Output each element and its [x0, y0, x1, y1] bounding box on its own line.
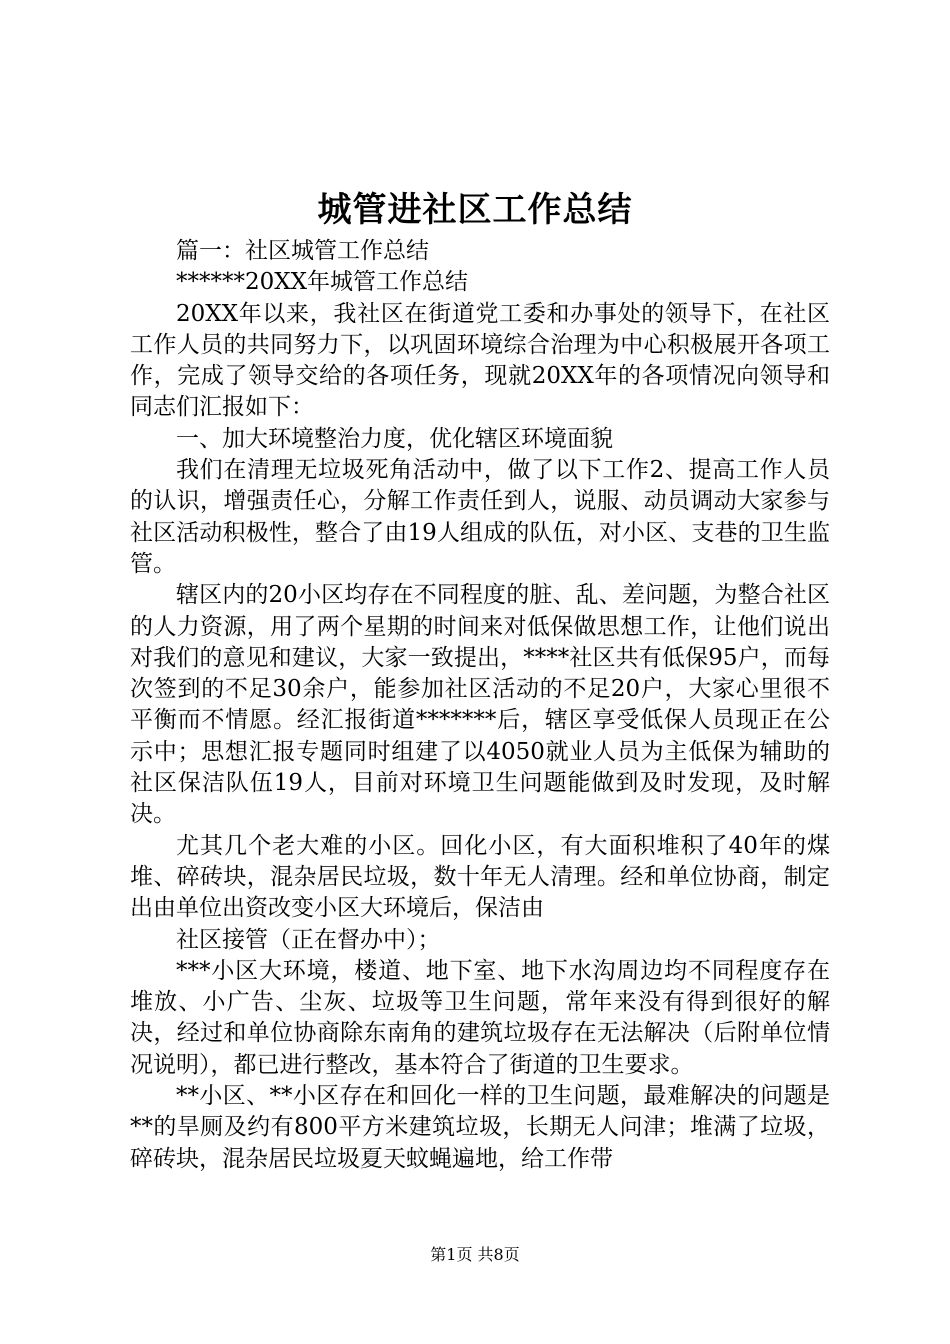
section-heading: 篇一：社区城管工作总结 — [176, 238, 429, 264]
page-number-footer: 第1页 共8页 — [430, 1245, 520, 1264]
section-heading: 一、加大环境整治力度，优化辖区环境面貌 — [176, 425, 613, 452]
body-paragraph: 我们在清理无垃圾死角活动中，做了以下工作2、提高工作人员的认识，增强责任心，分解工作责任到人，说服、动员调动大家参与社区活动积极性，整合了由19人组成的队伍，对小区、支巷的卫生监管。 — [130, 457, 830, 577]
body-paragraph: 尤其几个老大难的小区。回化小区，有大面积堆积了40年的煤堆、碎砖块，混杂居民垃圾，数十年无人清理。经和单位协商，制定出由单位出资改变小区大环境后，保洁由 — [130, 832, 830, 922]
body-paragraph: 辖区内的20小区均存在不同程度的脏、乱、差问题，为整合社区的人力资源，用了两个星期的时间来对低保做思想工作，让他们说出对我们的意见和建议，大家一致提出，****社区共有低保95户，而每次签到的不足30余户，能参加社区活动的不足20户，大家心里很不平衡而不情愿。经汇报街道*******后，辖区享受低保人员现正在公示中；思想汇报专题同时组建了以4050就业人员为主低保为辅助的社区保洁队伍19人，目前对环境卫生问题能做到及时发现，及时解决。 — [130, 582, 830, 828]
sub-heading: ******20XX年城管工作总结 — [176, 269, 469, 296]
body-paragraph: **小区、**小区存在和回化一样的卫生问题，最难解决的问题是**的旱厕及约有800平方米建筑垃圾，长期无人问津；堆满了垃圾，碎砖块，混杂居民垃圾夏天蚊蝇遍地，给工作带 — [130, 1083, 830, 1172]
body-paragraph: ***小区大环境，楼道、地下室、地下水沟周边均不同程度存在堆放、小广告、尘灰、垃圾等卫生问题，常年来没有得到很好的解决，经过和单位协商除东南角的建筑垃圾存在无法解决（后附单位情况说明），都已进行整改，基本符合了街道的卫生要求。 — [130, 957, 830, 1078]
document-body — [130, 236, 830, 1175]
body-paragraph: 社区接管（正在督办中）； — [176, 926, 441, 953]
body-paragraph: 20XX年以来，我社区在街道党工委和办事处的领导下，在社区工作人员的共同努力下，以巩固环境综合治理为中心积极展开各项工作，完成了领导交给的各项任务，现就20XX年的各项情况向领导和同志们汇报如下： — [130, 300, 830, 421]
document-title: 城管进社区工作总结 — [317, 190, 633, 230]
